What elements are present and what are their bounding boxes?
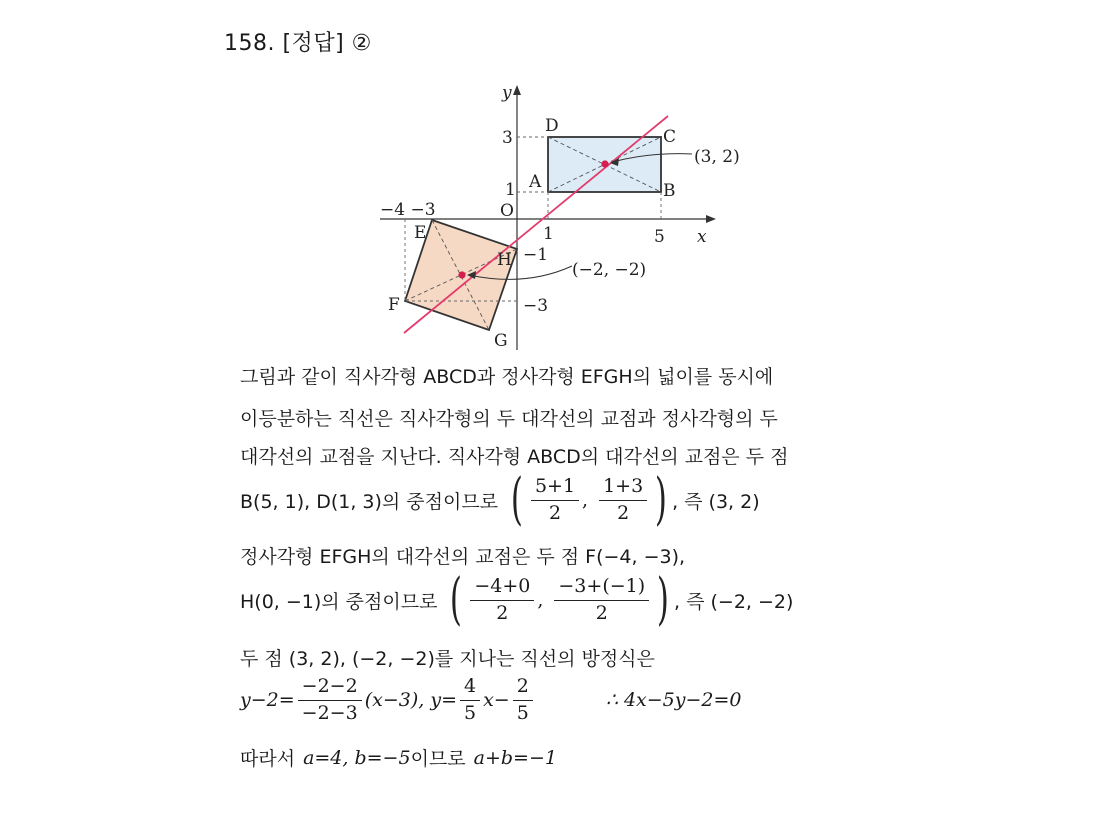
solution-line-1: 그림과 같이 직사각형 ABCD과 정사각형 EFGH의 넓이를 동시에	[240, 366, 774, 388]
line4-pre: B(5, 1), D(1, 3)의 중점이므로	[240, 490, 499, 513]
tick-ym3: −3	[523, 296, 549, 316]
line6-post: , 즉 (−2, −2)	[674, 590, 794, 613]
center-point-32	[601, 160, 608, 167]
callout-label-32: (3, 2)	[694, 147, 740, 167]
label-b: B	[663, 181, 676, 201]
tick-ym1: −1	[523, 245, 549, 265]
fraction: $\frac{-2-2}{-2-3}$	[298, 676, 362, 725]
solution-line-3: 대각선의 교점을 지난다. 직사각형 ABCD의 대각선의 교점은 두 점	[240, 446, 789, 468]
label-f: F	[388, 295, 400, 315]
label-g: G	[494, 331, 508, 351]
solution-line-4: B(5, 1), D(1, 3)의 중점이므로 ( $\frac{5+1}{2}$ , $\frac{1+3}{2}$ ) , 즉 (3, 2)	[240, 467, 760, 532]
solution-line-8: y−2= $\frac{-2-2}{-2-3}$ (x−3), y= $\frac{4}{5}$ x− $\frac{2}{5}$ ∴ 4x−5y−2=0	[240, 675, 742, 724]
label-c: C	[663, 127, 677, 147]
tick-y3: 3	[502, 128, 513, 148]
y-axis-label: y	[502, 83, 512, 103]
fraction: $\frac{5+1}{2}$	[531, 476, 579, 525]
center-point-m2m2	[458, 271, 465, 278]
fraction: $\frac{-4+0}{2}$	[470, 576, 534, 625]
fraction: $\frac{1+3}{2}$	[599, 476, 647, 525]
tick-xm4m3: −4 −3	[380, 200, 436, 220]
solution-line-2: 이등분하는 직선은 직사각형의 두 대각선의 교점과 정사각형의 두	[240, 408, 778, 430]
tick-x1: 1	[543, 224, 554, 244]
fraction: $\frac{-3+(-1)}{2}$	[554, 576, 649, 625]
x-axis-label: x	[697, 227, 707, 247]
fraction: $\frac{4}{5}$	[460, 676, 480, 725]
y-axis-arrow	[513, 85, 521, 95]
label-d: D	[545, 116, 559, 136]
solution-line-6: H(0, −1)의 중점이므로 ( $\frac{-4+0}{2}$ , $\frac{-3+(-1)}{2}$ ) , 즉 (−2, −2)	[240, 567, 794, 632]
coordinate-figure	[376, 82, 756, 354]
fraction: $\frac{2}{5}$	[513, 676, 533, 725]
solution-line-9: 따라서 a=4, b=−5 이므로 a+b=−1	[240, 746, 557, 770]
label-h: H	[497, 250, 512, 270]
x-axis-arrow	[706, 215, 716, 223]
line8-therefore: ∴ 4x−5y−2=0	[605, 689, 742, 712]
origin-label: O	[500, 201, 514, 221]
problem-header: 158. [정답] ②	[224, 31, 372, 56]
solution-line-7: 두 점 (3, 2), (−2, −2)를 지나는 직선의 방정식은	[240, 648, 655, 670]
callout-label-m2m2: (−2, −2)	[572, 260, 647, 280]
tick-x5: 5	[654, 227, 665, 247]
label-e: E	[414, 223, 427, 243]
line6-pre: H(0, −1)의 중점이므로	[240, 590, 438, 613]
tick-y1: 1	[505, 180, 516, 200]
solution-line-5: 정사각형 EFGH의 대각선의 교점은 두 점 F(−4, −3),	[240, 546, 686, 568]
line4-post: , 즉 (3, 2)	[672, 490, 760, 513]
label-a: A	[529, 172, 542, 192]
